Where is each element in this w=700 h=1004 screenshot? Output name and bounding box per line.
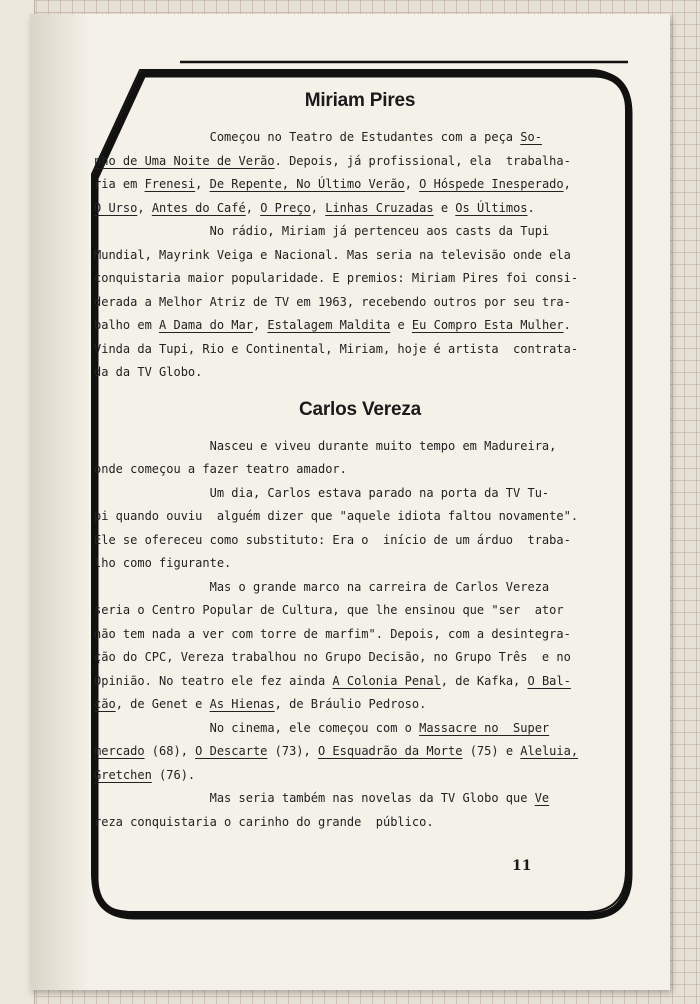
paragraph	[94, 220, 626, 385]
underlined-title: O Descarte	[195, 744, 268, 758]
section-title-miriam-pires: Miriam Pires	[304, 90, 416, 111]
text-line	[94, 291, 626, 315]
paragraph	[94, 482, 626, 576]
text-run: ,	[195, 177, 210, 191]
text-run: da da TV Globo.	[94, 365, 203, 379]
text-line	[94, 150, 626, 174]
text-run: e	[433, 200, 456, 215]
underlined-title: Ve	[534, 791, 550, 805]
text-line	[94, 740, 626, 764]
section-title-carlos-vereza: Carlos Vereza	[298, 398, 422, 420]
text-run: Vinda da Tupi, Rio e Continental, Miriam, hoje é artista contrata-	[94, 341, 579, 356]
text-run: . Depois, já profissional, ela trabalha-	[274, 153, 571, 168]
underlined-title: Frenesi	[144, 177, 196, 191]
text-run: balho em	[94, 318, 160, 332]
text-run: Mundial, Mayrink Veiga e Nacional. Mas seria na televisão onde ela	[94, 247, 571, 262]
text-line	[94, 599, 626, 623]
text-line	[94, 361, 626, 385]
text-run: e	[390, 318, 412, 332]
paragraph	[94, 717, 626, 788]
text-run: ria em	[94, 177, 145, 191]
underlined-title: Massacre no Super	[419, 720, 550, 735]
text-run: No cinema, ele começou com o	[94, 720, 420, 735]
text-run: não tem nada a ver com torre de marfim". Depois, com a desintegra-	[94, 626, 571, 641]
text-line	[94, 244, 626, 268]
underlined-title: nho de Uma Noite de Verão	[94, 153, 275, 168]
section-body-miriam-pires	[94, 126, 626, 385]
text-run: ,	[404, 177, 420, 191]
text-run: lho como figurante.	[94, 556, 232, 570]
text-line	[94, 764, 626, 788]
text-run: (68),	[144, 744, 196, 758]
underlined-title: Antes do Café	[151, 200, 246, 215]
text-line	[94, 458, 626, 482]
text-line	[94, 529, 626, 553]
text-line	[94, 552, 626, 576]
text-line	[94, 717, 626, 741]
underlined-title: mercado	[94, 744, 145, 758]
text-run: ,	[245, 200, 261, 215]
text-line	[94, 505, 626, 529]
text-run: ,	[563, 177, 571, 191]
text-line	[94, 338, 626, 362]
text-line	[94, 267, 626, 291]
text-run: Ele se ofereceu como substituto: Era o início de um árduo traba-	[94, 532, 571, 547]
text-line	[94, 693, 626, 717]
text-line	[94, 314, 626, 338]
text-line	[94, 811, 626, 835]
text-run: Um dia, Carlos estava parado na porta da TV Tu-	[94, 485, 550, 500]
underlined-title: A Colonia Penal	[332, 673, 441, 688]
text-run: derada a Melhor Atriz de TV em 1963, recebendo outros por seu tra-	[94, 294, 571, 309]
text-run: (75) e	[462, 744, 521, 758]
underlined-title: O Esquadrão da Morte	[317, 744, 463, 758]
text-line	[94, 197, 626, 221]
text-run: ,	[252, 318, 268, 332]
underlined-title: O Urso	[94, 200, 138, 215]
underlined-title: A Dama do Mar	[159, 318, 253, 332]
text-run: Mas o grande marco na carreira de Carlos Vereza	[94, 579, 550, 594]
text-line	[94, 576, 626, 600]
text-run: , de Kafka,	[440, 673, 528, 688]
paragraph	[94, 576, 626, 717]
section-body-carlos-vereza	[94, 435, 626, 835]
text-run: onde começou a fazer teatro amador.	[94, 462, 347, 476]
text-line	[94, 482, 626, 506]
underlined-title: O Hóspede Inesperado	[419, 177, 564, 191]
text-run: .	[563, 318, 571, 332]
text-run: ção do CPC, Vereza trabalhou no Grupo Decisão, no Grupo Três e no	[94, 650, 571, 664]
underlined-title: Linhas Cruzadas	[325, 200, 434, 215]
text-run: ,	[137, 200, 152, 215]
text-line	[94, 670, 626, 694]
paragraph	[94, 435, 626, 482]
text-line	[94, 435, 626, 459]
text-run: No rádio, Miriam já pertenceu aos casts da Tupi	[94, 224, 550, 238]
text-run: seria o Centro Popular de Cultura, que lhe ensinou que "ser ator	[94, 603, 564, 617]
paragraph	[94, 126, 626, 220]
text-run: (76).	[151, 767, 196, 782]
underlined-title: So-	[520, 130, 542, 144]
text-line	[94, 646, 626, 670]
underlined-title: O Bal-	[527, 673, 571, 688]
text-run: Mas seria também nas novelas da TV Globo que	[94, 791, 535, 805]
text-run: reza conquistaria o carinho do grande público.	[94, 814, 434, 829]
underlined-title: Os Últimos	[455, 200, 528, 215]
underlined-title: Aleluia,	[520, 744, 579, 758]
text-run: Começou no Teatro de Estudantes com a peça	[94, 130, 521, 144]
text-run: .	[527, 200, 535, 215]
text-run: , de Bráulio Pedroso.	[274, 697, 427, 711]
underlined-title: De Repente, No Último Verão	[209, 177, 405, 191]
text-run: ,	[310, 200, 326, 215]
text-line	[94, 126, 626, 150]
underlined-title: O Preço	[260, 200, 311, 215]
underlined-title: Estalagem Maldita	[267, 318, 391, 332]
underlined-title: Gretchen	[94, 767, 152, 782]
text-run: (73),	[267, 744, 318, 758]
text-line	[94, 787, 626, 811]
text-line	[94, 220, 626, 244]
text-run: conquistaria maior popularidade. E premios: Miriam Pires foi consi-	[94, 271, 579, 285]
text-run: , de Genet e	[115, 697, 210, 711]
underlined-title: Eu Compro Esta Mulher	[411, 318, 564, 332]
text-line	[94, 623, 626, 647]
underlined-title: cão	[94, 697, 116, 711]
text-line	[94, 173, 626, 197]
article-content	[94, 90, 626, 834]
page-number: 11	[512, 858, 532, 874]
underlined-title: As Hienas	[209, 697, 275, 711]
booklet-page	[30, 14, 670, 990]
text-run: pi quando ouviu alguém dizer que "aquele idiota faltou novamente".	[94, 509, 579, 523]
text-run: Nasceu e viveu durante muito tempo em Madureira,	[94, 438, 557, 453]
text-run: Opinião. No teatro ele fez ainda	[94, 673, 333, 688]
paragraph	[94, 787, 626, 834]
